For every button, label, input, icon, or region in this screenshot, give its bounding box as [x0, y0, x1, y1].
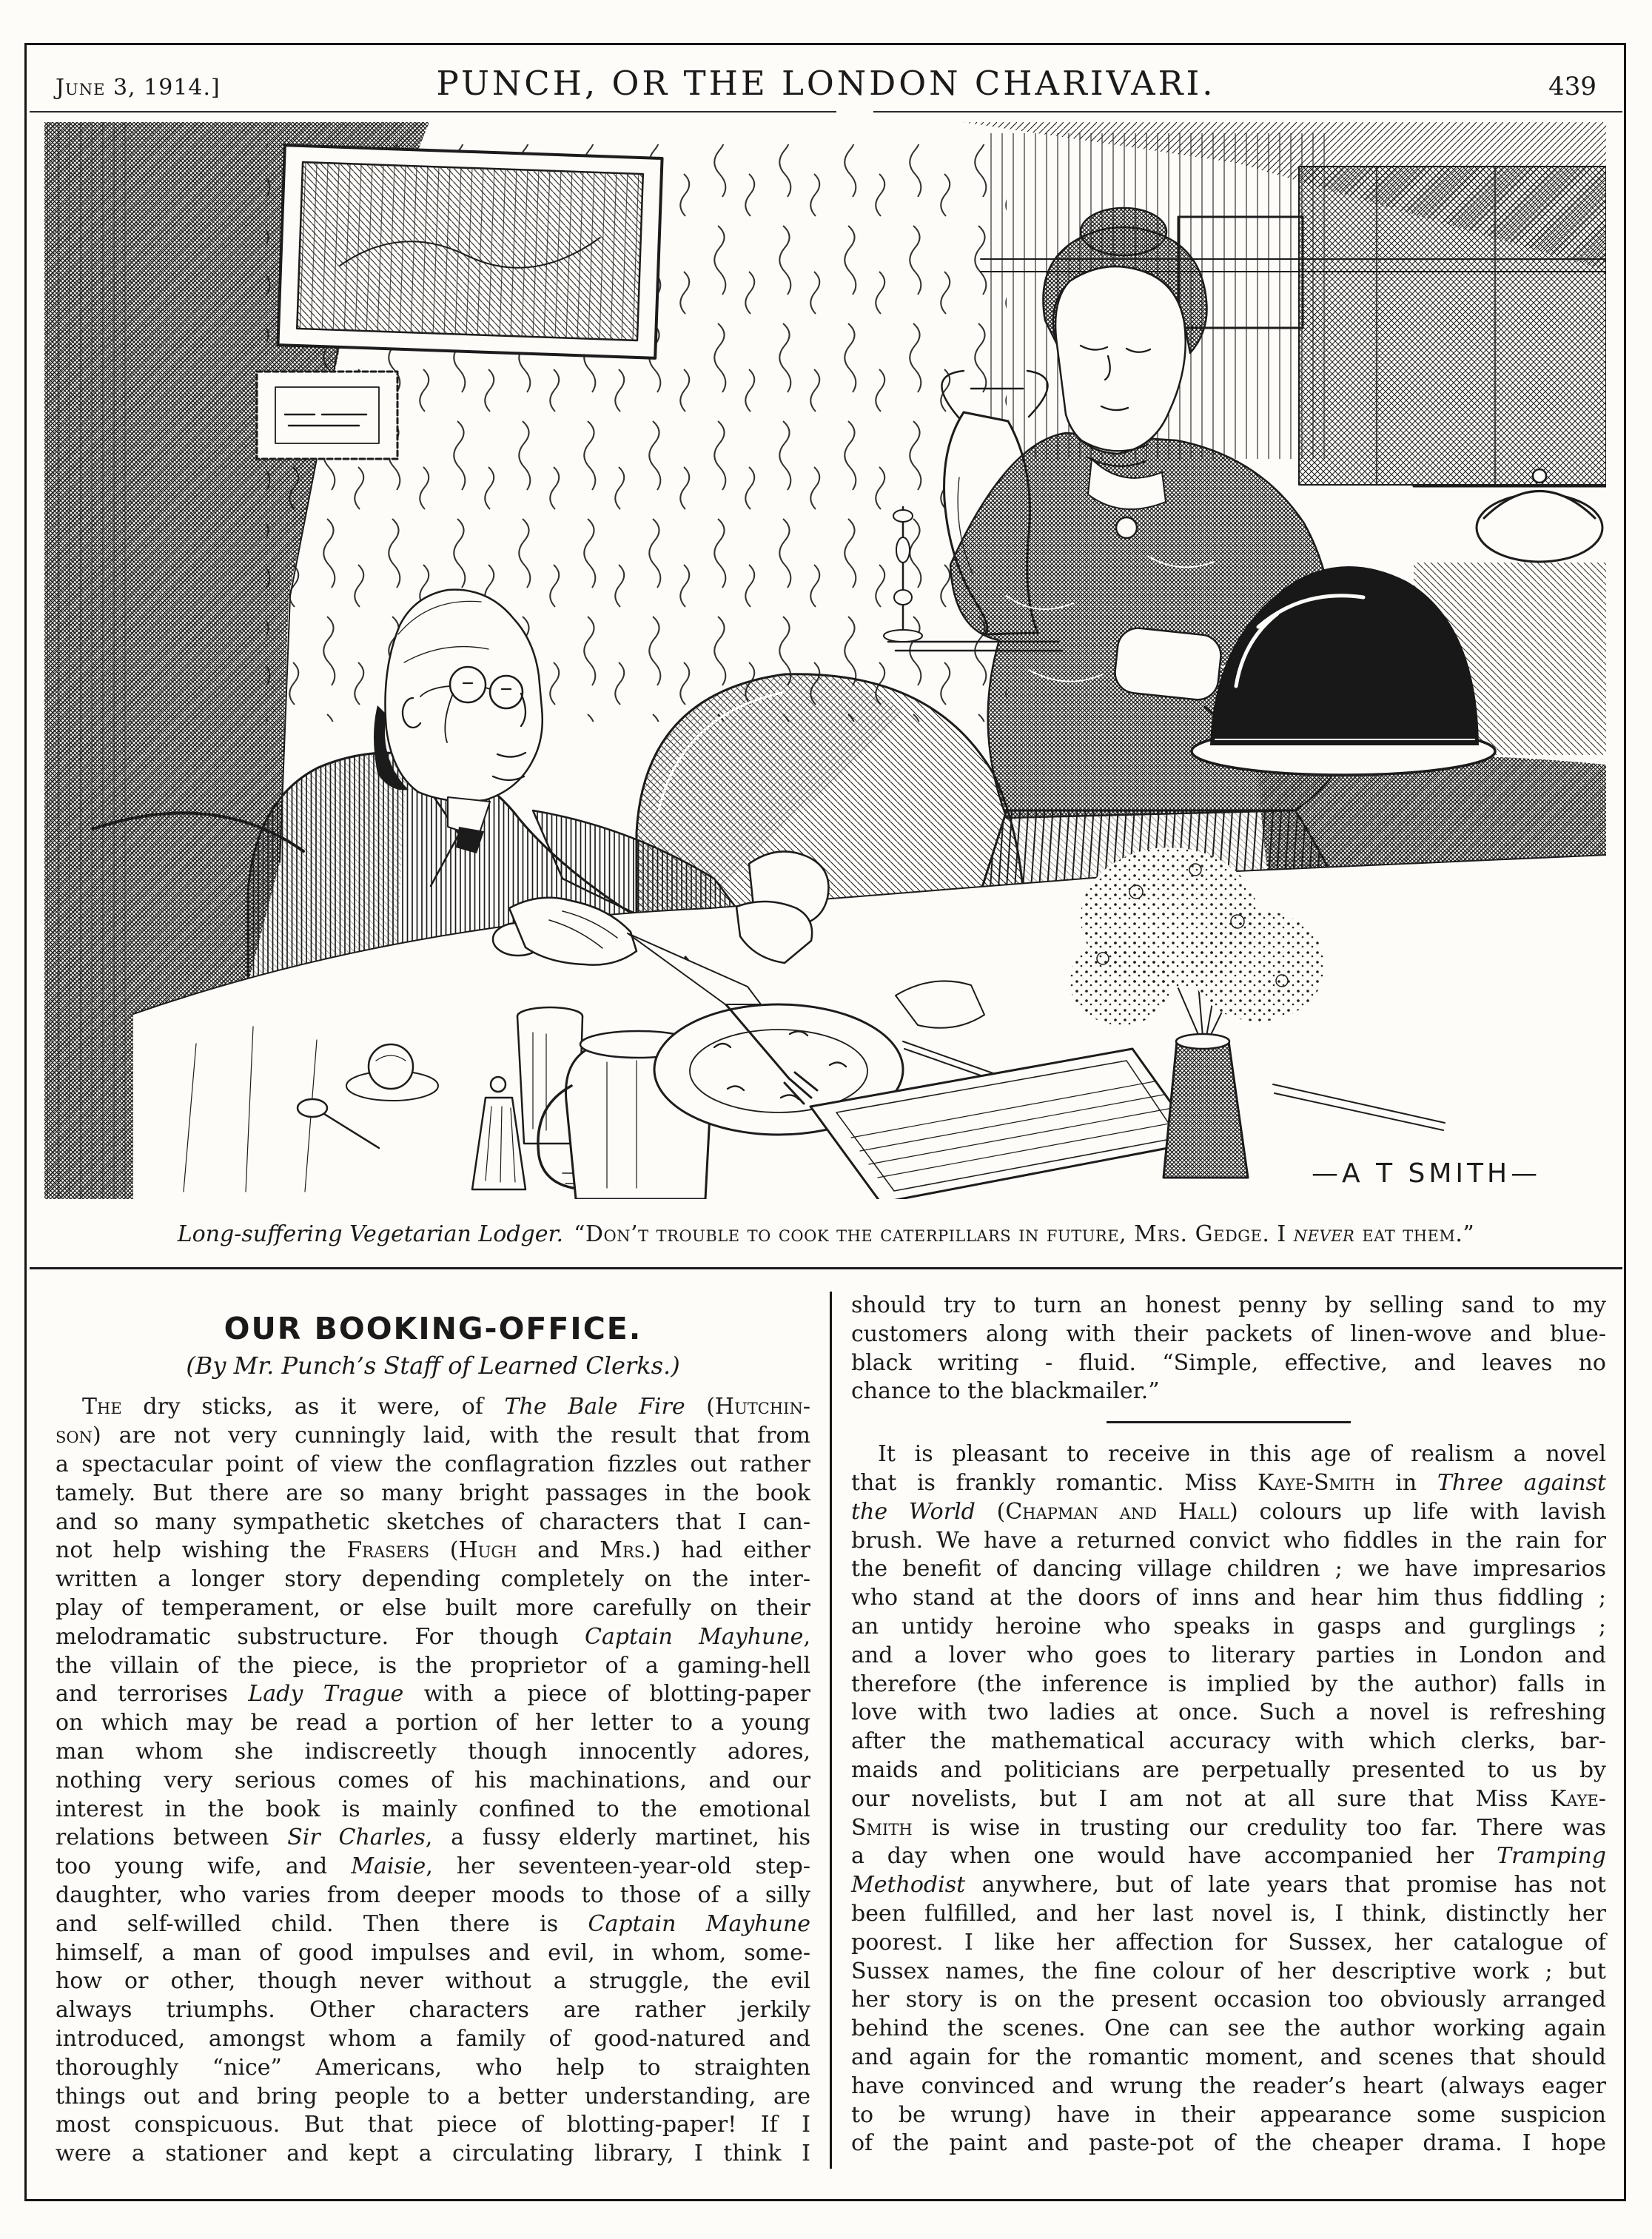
text-line: were a stationer and kept a circulating library, I think I	[56, 2141, 810, 2167]
column-divider	[830, 1292, 832, 2169]
text-line: to be wrung) have in their appearance some suspicion	[851, 2101, 1606, 2128]
text-line: not help wishing the Frasers (Hugh and Mrs.) had either	[56, 1537, 811, 1564]
text-line: tamely. But there are so many bright passages in the book	[56, 1480, 810, 1506]
text-line: love with two ladies at once. Such a novel is refreshing	[851, 1699, 1606, 1726]
text-line: the benefit of dancing village children ; we have impresarios	[851, 1556, 1606, 1582]
right-column-paragraph-1	[851, 1292, 1606, 1406]
text-line: her story is on the present occasion too obviously arranged	[851, 1987, 1606, 2013]
caption-quote: “Don’t trouble to cook the caterpillars in future, Mrs. Gedge. I never eat them.”	[574, 1221, 1475, 1247]
text-line: daughter, who varies from deeper moods to those of a silly	[56, 1882, 810, 1909]
text-line: brush. We have a returned convict who fiddles in the rain for	[851, 1527, 1606, 1554]
left-column-text	[56, 1393, 810, 2169]
text-line: most conspicuous. But that piece of blotting-paper! If I	[56, 2112, 810, 2138]
page-number: 439	[1548, 72, 1596, 101]
text-line: It is pleasant to receive in this age of realism a novel	[878, 1441, 1606, 1468]
article-byline: (By Mr. Punch’s Staff of Learned Clerks.)	[186, 1352, 680, 1380]
text-line: how or other, though never without a struggle, the evil	[56, 1968, 810, 1995]
text-line: too young wife, and Maisie, her seventeen-year-old step-	[56, 1853, 810, 1880]
text-line: have convinced and wrung the reader’s heart (always eager	[851, 2072, 1606, 2099]
text-line: and so many sympathetic sketches of characters that I can-	[56, 1508, 810, 1535]
header-rule-left	[30, 111, 836, 113]
text-line: and self-willed child. Then there is Captain Mayhune	[56, 1910, 810, 1937]
right-column	[851, 1292, 1606, 2169]
page-header	[56, 64, 1596, 103]
text-line: poorest. I like her affection for Sussex, her catalogue of	[851, 1929, 1606, 1956]
text-line: and again for the romantic moment, and scenes that should	[851, 2044, 1606, 2070]
text-line: himself, a man of good impulses and evil, in whom, some-	[56, 1939, 810, 1966]
text-line: play of temperament, or else built more carefully on their	[56, 1595, 810, 1622]
text-line: always triumphs. Other characters are rather jerkily	[56, 1997, 810, 2024]
cuff	[1113, 626, 1223, 702]
masthead-title: PUNCH, OR THE LONDON CHARIVARI.	[436, 64, 1216, 103]
text-line: behind the scenes. One can see the author working again	[851, 2015, 1606, 2042]
text-line: black writing - fluid. “Simple, effective, and leaves no	[851, 1349, 1606, 1376]
brooch	[1116, 517, 1137, 538]
text-line: and terrorises Lady Trague with a piece of blotting-paper	[56, 1681, 810, 1708]
text-line: on which may be read a portion of her letter to a young	[56, 1710, 810, 1736]
text-line: a spectacular point of view the conflagration fizzles out rather	[56, 1451, 810, 1478]
text-line: written a longer story depending completely on the inter-	[56, 1566, 810, 1593]
text-line: of the paint and paste-pot of the cheaper drama. I hope	[851, 2130, 1606, 2157]
bread-roll	[369, 1044, 413, 1089]
text-line: The dry sticks, as it were, of The Bale Fire (Hutchin-	[82, 1394, 810, 1420]
text-line: and a lover who goes to literary parties in London and	[851, 1642, 1606, 1668]
text-line: Sussex names, the fine colour of her descriptive work ; but	[851, 1958, 1606, 1984]
text-line: melodramatic substructure. For though Captain Mayhune,	[56, 1623, 810, 1650]
text-line: interest in the book is mainly confined to the emotional	[56, 1796, 810, 1822]
text-line: son) are not very cunningly laid, with the result that from	[56, 1423, 810, 1449]
issue-date: June 3, 1914.]	[56, 75, 221, 101]
text-line: who stand at the doors of inns and hear him thus fiddling ;	[851, 1585, 1606, 1611]
text-line: that is frankly romantic. Miss Kaye-Smith in Three against	[851, 1469, 1607, 1496]
cartoon-illustration	[44, 122, 1606, 1199]
text-line: man whom she indiscreetly though innocently adores,	[56, 1739, 810, 1765]
large-picture-frame	[278, 145, 662, 358]
right-column-paragraph-2	[851, 1440, 1606, 2158]
text-line: been fulfilled, and her last novel is, I think, distinctly her	[851, 1900, 1606, 1927]
left-column	[56, 1292, 810, 2169]
text-line: nothing very serious comes of his machinations, and our	[56, 1767, 810, 1793]
text-line: the World (Chapman and Hall) colours up life with lavish	[851, 1498, 1606, 1525]
text-line: the villain of the piece, is the proprietor of a gaming-hell	[56, 1652, 810, 1679]
small-picture-frame	[257, 372, 397, 459]
text-line: thoroughly “nice” Americans, who help to straighten	[56, 2054, 810, 2081]
text-line: introduced, amongst whom a family of good-natured and	[56, 2026, 810, 2052]
artist-signature: —A T SMITH—	[1312, 1158, 1542, 1189]
article-columns	[56, 1292, 1610, 2169]
text-line: therefore (the inference is implied by the author) falls in	[851, 1671, 1606, 1697]
text-line: maids and politicians are perpetually presented to us by	[851, 1756, 1606, 1783]
text-line: our novelists, but I am not at all sure that Miss Kaye-	[851, 1785, 1606, 1812]
text-line: Methodist anywhere, but of late years that promise has not	[851, 1872, 1606, 1899]
right-wall-panel	[1299, 167, 1606, 485]
paragraph-separator-rule	[1107, 1421, 1351, 1423]
spoon	[298, 1099, 327, 1117]
article-title: OUR BOOKING-OFFICE.	[224, 1311, 642, 1346]
text-line: a day when one would have accompanied her Tramping	[851, 1843, 1606, 1870]
text-line: after the mathematical accuracy with which clerks, bar-	[851, 1728, 1606, 1755]
text-line: Smith is wise in trusting our credulity too far. There was	[851, 1814, 1606, 1841]
text-line: customers along with their packets of linen-wove and blue-	[851, 1320, 1606, 1347]
caption-rule	[30, 1267, 1622, 1269]
header-rule-right	[873, 111, 1622, 113]
text-line: things out and bring people to a better understanding, are	[56, 2083, 810, 2109]
text-line: chance to the blackmailer.”	[851, 1378, 1160, 1405]
cartoon-caption	[59, 1221, 1593, 1247]
text-line: relations between Sir Charles, a fussy elderly martinet, his	[56, 1825, 810, 1851]
text-line: should try to turn an honest penny by selling sand to my	[851, 1292, 1606, 1318]
text-line: an untidy heroine who speaks in gasps and gurglings ;	[851, 1613, 1606, 1639]
caption-speaker: Long-suffering Vegetarian Lodger.	[177, 1221, 564, 1247]
